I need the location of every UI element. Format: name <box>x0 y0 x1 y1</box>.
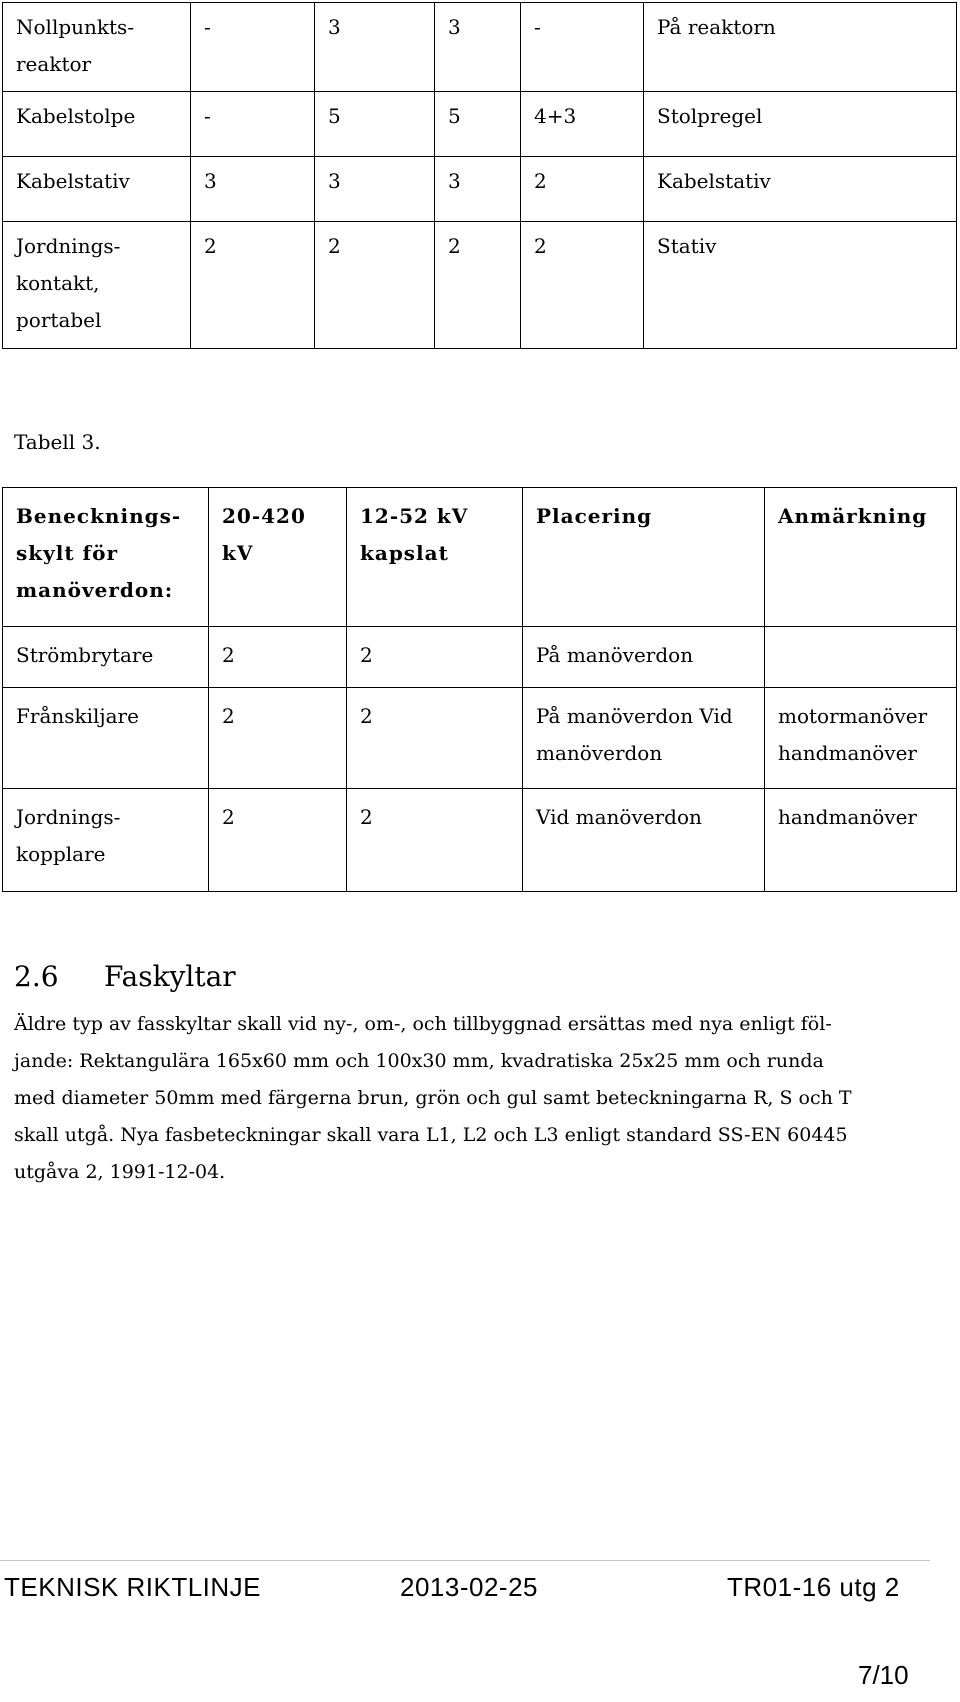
table-cell: motormanöver handmanöver <box>765 688 957 789</box>
table-cell: 2 <box>209 688 347 789</box>
table-cell: 4+3 <box>521 92 644 157</box>
body-line: med diameter 50mm med färgerna brun, grön och gul samt beteckningarna R, S och T <box>14 1087 852 1109</box>
table-row <box>3 688 957 789</box>
table-cell: 3 <box>315 157 435 222</box>
table-cell: Vid manöverdon <box>523 789 765 892</box>
table-caption: Tabell 3. <box>14 430 101 454</box>
table-cell: På manöverdon <box>523 627 765 688</box>
table-cell: 2 <box>209 789 347 892</box>
table-cell: - <box>191 92 315 157</box>
footer-date: 2013-02-25 <box>400 1572 538 1602</box>
column-header: 20-420 kV <box>209 488 347 627</box>
table-cell: 2 <box>209 627 347 688</box>
body-line: jande: Rektangulära 165x60 mm och 100x30 mm, kvadratiska 25x25 mm och runda <box>14 1050 824 1072</box>
table-cell: 3 <box>315 3 435 92</box>
table-cell: Kabelstolpe <box>3 92 191 157</box>
body-line: Äldre typ av fasskyltar skall vid ny-, om-, och tillbyggnad ersättas med nya enligt föl- <box>14 1013 832 1035</box>
table-cell: 3 <box>191 157 315 222</box>
table-cell: Frånskiljare <box>3 688 209 789</box>
column-header: 12-52 kV kapslat <box>347 488 523 627</box>
table-cell: handmanöver <box>765 789 957 892</box>
table-cell: 3 <box>435 157 521 222</box>
table-cell: Stativ <box>644 222 957 349</box>
table-row <box>3 3 957 92</box>
table-cell: 2 <box>347 627 523 688</box>
body-line: skall utgå. Nya fasbeteckningar skall vara L1, L2 och L3 enligt standard SS-EN 60445 <box>14 1124 848 1146</box>
table-cell: 2 <box>521 222 644 349</box>
column-header: Anmärkning <box>765 488 957 627</box>
table-cell: - <box>521 3 644 92</box>
table-row <box>3 789 957 892</box>
switchgear-sign-table <box>2 487 957 892</box>
table-row <box>3 92 957 157</box>
footer-doc-type: TEKNISK RIKTLINJE <box>4 1572 261 1602</box>
table-cell: På manöverdon Vid manöverdon <box>523 688 765 789</box>
section-body <box>14 1006 914 1191</box>
section-number: 2.6 <box>14 960 59 993</box>
page-number: 7/10 <box>858 1660 909 1690</box>
footer-doc-id: TR01-16 utg 2 <box>727 1572 900 1602</box>
table-header-row <box>3 488 957 627</box>
table-cell: Strömbrytare <box>3 627 209 688</box>
table-cell: 2 <box>521 157 644 222</box>
equipment-table <box>2 2 957 349</box>
table-cell: Jordnings- kopplare <box>3 789 209 892</box>
table-cell: 5 <box>435 92 521 157</box>
table-cell: - <box>191 3 315 92</box>
table-row <box>3 157 957 222</box>
column-header: Benecknings- skylt för manöverdon: <box>3 488 209 627</box>
table-cell <box>765 627 957 688</box>
table-cell: 2 <box>191 222 315 349</box>
table-row <box>3 222 957 349</box>
footer-divider <box>0 1560 930 1561</box>
table-cell: Nollpunkts- reaktor <box>3 3 191 92</box>
table-cell: 5 <box>315 92 435 157</box>
table-cell: 2 <box>435 222 521 349</box>
body-line: utgåva 2, 1991-12-04. <box>14 1161 226 1183</box>
section-title: Faskyltar <box>104 960 236 993</box>
section-heading <box>14 960 236 993</box>
column-header: Placering <box>523 488 765 627</box>
table-cell: 2 <box>347 789 523 892</box>
table-cell: 2 <box>347 688 523 789</box>
table-cell: Stolpregel <box>644 92 957 157</box>
table-cell: 2 <box>315 222 435 349</box>
table-cell: Jordnings- kontakt, portabel <box>3 222 191 349</box>
table-cell: Kabelstativ <box>3 157 191 222</box>
table-row <box>3 627 957 688</box>
table-cell: 3 <box>435 3 521 92</box>
table-cell: På reaktorn <box>644 3 957 92</box>
table-cell: Kabelstativ <box>644 157 957 222</box>
